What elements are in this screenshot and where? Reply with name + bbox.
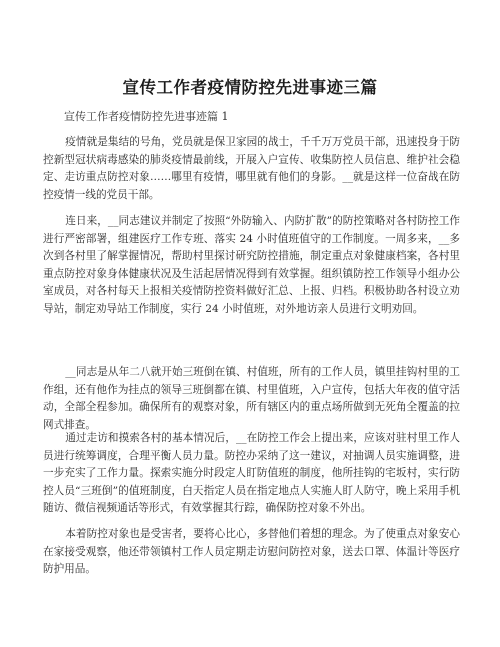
paragraph-4: 通过走访和摸索各村的基本情况后，__在防控工作会上提出来，应该对驻村里工作人员进行统筹调度，合理平衡人员力量。防控办采纳了这一建议，对抽调人员实施调整，进一步充实了工作力量。探索实施分时段定人盯防值班的制度，他所挂钩的宅坂村，实行防控人员“三班倒”的值班制度，白天指定人员在指定地点人实施人盯人防守，晚上采用手机随访、微信视频通话等形式，有效掌握其行踪，确保防控对象不外出。 (43, 432, 460, 515)
paragraph-3: __同志是从年二八就开始三班倒在镇、村值班，所有的工作人员，镇里挂钩村里的工作组，还有他作为挂点的领导三班倒都在镇、村里值班，入户宣传，包括大年夜的值守活动，全部全程参加。确保所有的观察对象，所有辖区内的重点场所做到无死角全覆盖的拉网式排查。 (43, 366, 460, 431)
document-title: 宣传工作者疫情防控先进事迹三篇 (122, 78, 378, 97)
document-subtitle: 宣传工作者疫情防控先进事迹篇 1 (64, 110, 229, 123)
paragraph-2: 连日来，__同志建议并制定了按照“外防输入、内防扩散”的防控策略对各村防控工作进行严密部署，组建医疗工作专班、落实 24 小时值班值守的工作制度。一周多来，__多次到各村里了解掌握情况，帮助村里探讨研究防控措施，制定重点对象健康档案，各村里重点防控对象身体健康状况及生活起居情况得到有效掌握。组织镇防控工作领导小组办公室成员，对各村每天上报相关疫情防控资料做好汇总、上报、归档。积极协助各村设立劝导站，制定劝导站工作制度，实行 24 小时值班，对外地访亲人员进行文明劝回。 (43, 215, 460, 315)
paragraph-1: 疫情就是集结的号角，党员就是保卫家园的战士，千千万万党员干部，迅速投身于防控新型冠状病毒感染的肺炎疫情最前线，开展入户宣传、收集防控人员信息、维护社会稳定、走访重点防控对象……哪里有疫情，哪里就有他们的身影。__就是这样一位奋战在防控疫情一线的党员干部。 (43, 136, 460, 201)
paragraph-5: 本着防控对象也是受害者，要将心比心，多替他们着想的理念。为了使重点对象安心在家接受观察，他还带领镇村工作人员定期走访慰问防控对象，送去口罩、体温计等医疗防护用品。 (43, 528, 460, 576)
